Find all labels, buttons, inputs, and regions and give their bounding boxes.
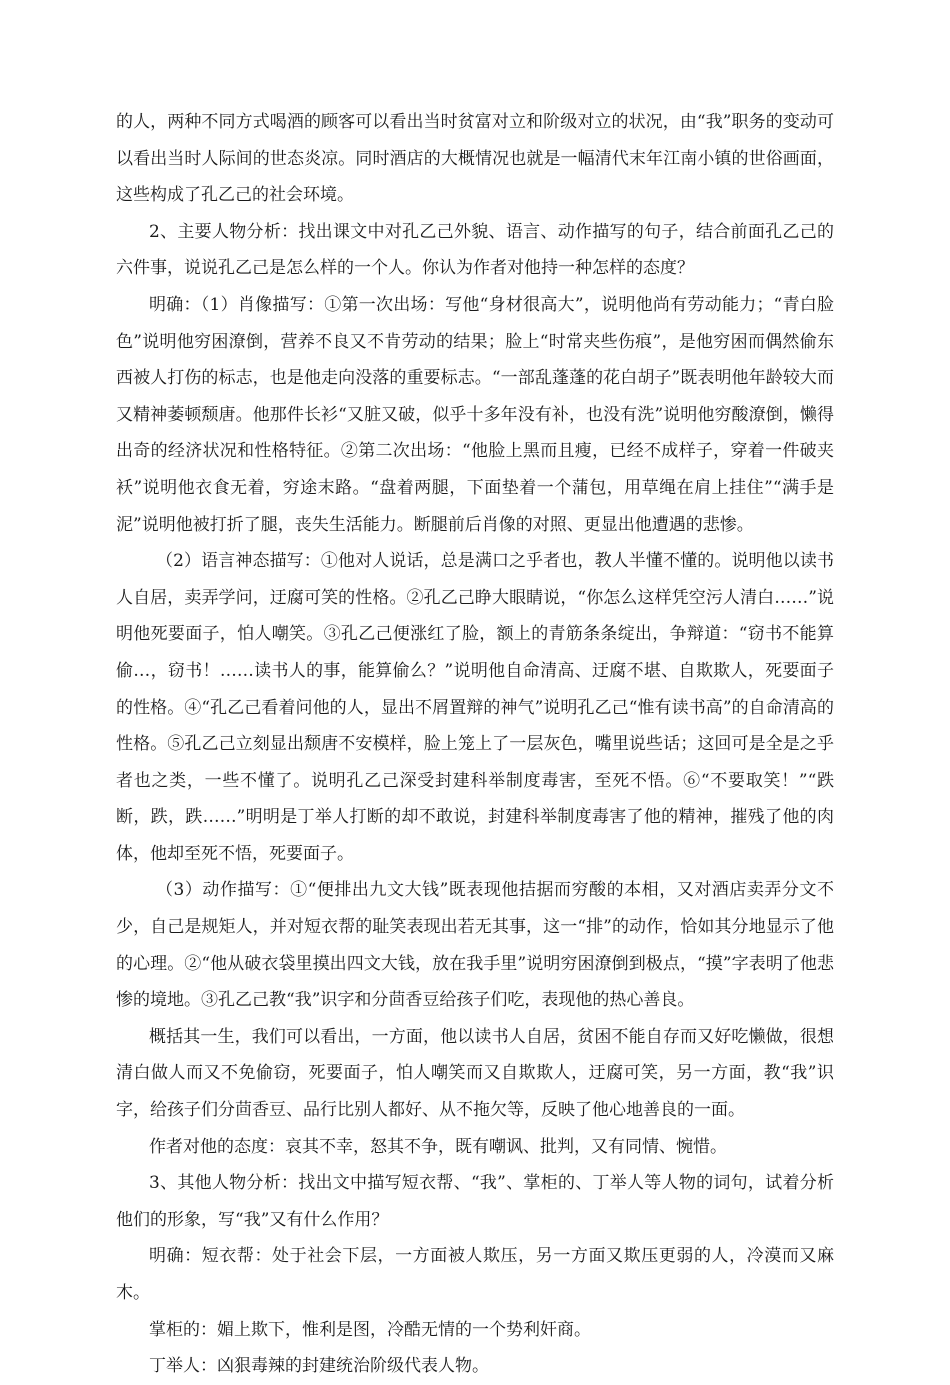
paragraph-author-attitude: 作者对他的态度：哀其不幸，怒其不争，既有嘲讽、批判，又有同情、惋惜。 [149, 1136, 727, 1157]
paragraph-short-coat-group: 明确：短衣帮：处于社会下层，一方面被人欺压，另一方面又欺压更弱的人，冷漠而又麻木。 [116, 1246, 834, 1303]
paragraph-language-description: （2）语言神态描写：①他对人说话，总是满口之乎者也，教人半懂不懂的。说明他以读书人自居，卖弄学问，迂腐可笑的性格。②孔乙己睁大眼睛说，“你怎么这样凭空污人清白……”说明他死要面子，怕人嘲笑。③孔乙己便涨红了脸，额上的青筋条条绽出，争辩道：“窃书不能算偷…，窃书！……读书人的事，能算偷么？”说明他自命清高、迂腐不堪、自欺欺人，死要面子的性格。④“孔乙己看着问他的人，显出不屑置辩的神气”说明孔乙己“惟有读书高”的自命清高的性格。⑤孔乙己立刻显出颓唐不安模样，脸上笼上了一层灰色，嘴里说些话；这回可是全是之乎者也之类，一些不懂了。说明孔乙己深受封建科举制度毒害，至死不悟。⑥“不要取笑！”“跌断，跌，跌……”明明是丁举人打断的却不敢说，封建科举制度毒害了他的精神，摧残了他的肉体，他却至死不悟，死要面子。 [116, 551, 834, 864]
paragraph-question-main-character: 2、主要人物分析：找出课文中对孔乙己外貌、语言、动作描写的句子，结合前面孔乙己的六件事，说说孔乙己是怎么样的一个人。你认为作者对他持一种怎样的态度？ [116, 221, 834, 279]
paragraph-portrait-description: 明确：（1）肖像描写：①第一次出场：写他“身材很高大”，说明他尚有劳动能力；“青白脸色”说明他穷困潦倒，营养不良又不肯劳动的结果；脸上“时常夹些伤痕”，是他穷困而偶然偷东西被人打伤的标志，也是他走向没落的重要标志。“一部乱蓬蓬的花白胡子”既表明他年龄较大而又精神萎顿颓唐。他那件长衫“又脏又破，似乎十多年没有补，也没有洗”说明他穷酸潦倒，懒得出奇的经济状况和性格特征。②第二次出场：“他脸上黑而且瘦，已经不成样子，穿着一件破夹袄”说明他衣食无着，穷途末路。“盘着两腿，下面垫着一个蒲包，用草绳在肩上挂住”“满手是泥”说明他被打折了腿，丧失生活能力。断腿前后肖像的对照、更显出他遭遇的悲惨。 [116, 294, 834, 535]
paragraph-question-other-characters: 3、其他人物分析：找出文中描写短衣帮、“我”、掌柜的、丁举人等人物的词句，试着分析他们的形象，写“我”又有什么作用？ [116, 1173, 834, 1230]
paragraph-shopkeeper: 掌柜的：媚上欺下，惟利是图，冷酷无情的一个势利奸商。 [149, 1319, 591, 1340]
paragraph-summary: 概括其一生，我们可以看出，一方面，他以读书人自居，贫困不能自存而又好吃懒做，很想清白做人而又不免偷窃，死要面子，怕人嘲笑而又自欺欺人，迂腐可笑，另一方面，教“我”识字，给孩子们分茴香豆、品行比别人都好、从不拖欠等，反映了他心地善良的一面。 [116, 1026, 834, 1121]
paragraph-social-environment: 的人，两种不同方式喝酒的顾客可以看出当时贫富对立和阶级对立的状况，由“我”职务的变动可以看出当时人际间的世态炎凉。同时酒店的大概情况也就是一幅清代末年江南小镇的世俗画面，这些构成了孔乙己的社会环境。 [116, 112, 834, 206]
paragraph-action-description: （3）动作描写：①“便排出九文大钱”既表现他拮据而穷酸的本相，又对酒店卖弄分文不少，自己是规矩人，并对短衣帮的耻笑表现出若无其事，这一“排”的动作，恰如其分地显示了他的心理。②“他从破衣袋里摸出四文大钱，放在我手里”说明穷困潦倒到极点，“摸”字表明了他悲惨的境地。③孔乙己教“我”识字和分茴香豆给孩子们吃，表现他的热心善良。 [116, 880, 834, 1011]
paragraph-ding-juren: 丁举人：凶狠毒辣的封建统治阶级代表人物。 [149, 1356, 489, 1377]
document-body [116, 104, 834, 1385]
